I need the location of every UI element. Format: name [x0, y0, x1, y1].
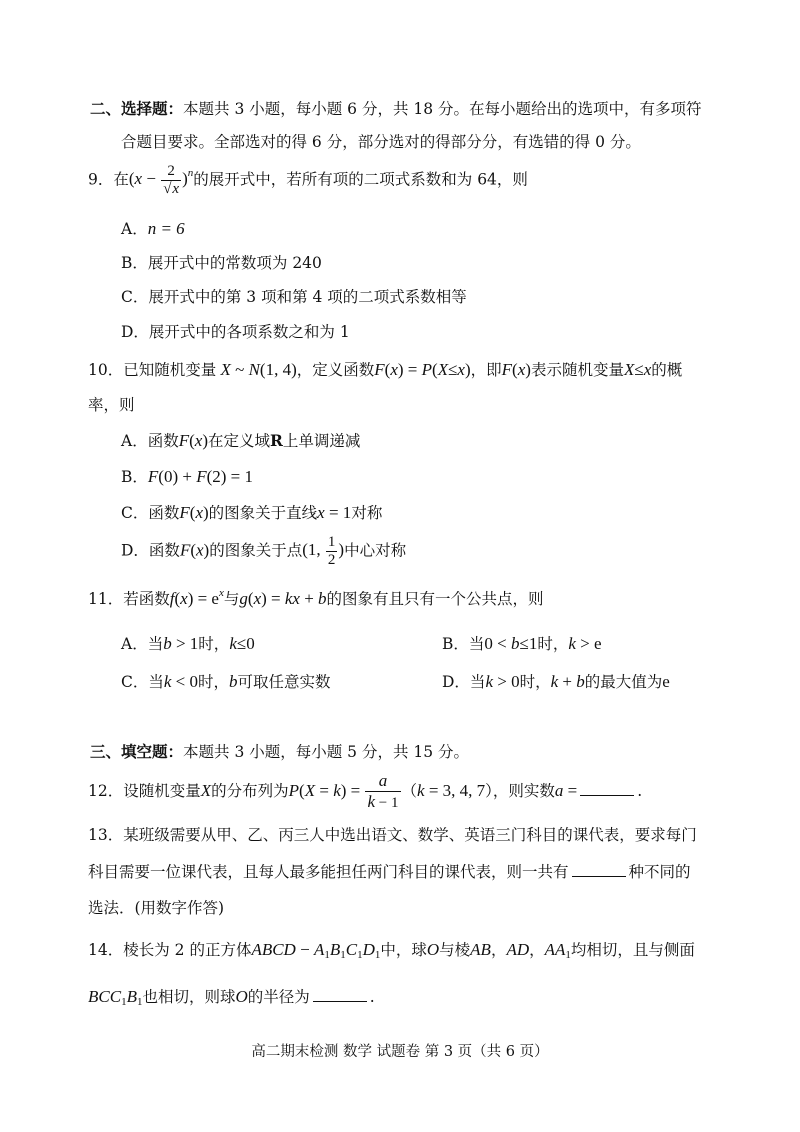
q11-c-cond: k < 0 — [163, 672, 199, 691]
q14-face: $BCC_1B_1$ — [88, 987, 143, 1008]
q14-text6: 均相切，且与侧面 — [570, 941, 695, 959]
q10-b-label: B． — [121, 468, 148, 486]
q10-a-end: 上单调递减 — [282, 432, 361, 450]
q11-a-res: k≤0 — [229, 634, 255, 653]
q14-line1 — [88, 940, 695, 962]
q14-O1: O — [426, 940, 440, 959]
q10-d-point: (1, $\frac{1}{2}$ ) — [302, 534, 345, 568]
q12-text3: （ — [401, 781, 418, 800]
q10-d-pre: D．函数 — [121, 541, 180, 560]
page-footer: 高二期末检测 数学 试题卷 第 3 页（共 6 页） — [251, 1044, 549, 1060]
q12-a: a = — [554, 780, 578, 800]
q10-a-R: R — [270, 431, 283, 450]
q10-fx: F(x) — [501, 360, 531, 379]
q10-stem-line1 — [88, 360, 682, 380]
q13-line2b: 种不同的 — [628, 863, 691, 881]
q14-answer-blank — [313, 989, 367, 1002]
q14-text5: ， — [529, 941, 545, 959]
q14-cube: ABCD − $A_1B_1C_1D_1$ — [251, 940, 381, 961]
q11-a-mid: 时， — [198, 635, 230, 653]
q11-f: $f(x) = e^x$ — [169, 587, 224, 608]
q11-text2: 与 — [223, 590, 240, 608]
q12-answer-blank — [580, 783, 634, 796]
q10-c-mid: 的图象关于直线 — [208, 504, 318, 522]
q12-text1: 12．设随机变量 — [88, 781, 201, 800]
q9-option-c: C．展开式中的第 3 项和第 4 项的二项式系数相等 — [121, 288, 467, 306]
q14-text1: 14．棱长为 2 的正方体 — [88, 941, 252, 959]
q11-c-b: b — [229, 672, 238, 691]
q11-d-e: e — [662, 672, 670, 691]
q9-option-a-text: n = 6 — [147, 219, 185, 238]
q12-dist: P(X = k) = $\frac{a}{k - 1}$ — [288, 771, 399, 811]
q12-k: k = 3, 4, 7 — [417, 780, 486, 800]
q14-text2: 中，球 — [380, 941, 427, 959]
q13-answer-blank — [572, 864, 626, 877]
q11-a-cond: b > 1 — [163, 634, 199, 653]
q11-stem — [88, 587, 544, 609]
q11-b-res: k > e — [568, 634, 602, 653]
q10-d-end: 中心对称 — [344, 541, 407, 560]
q10-option-b — [121, 467, 253, 487]
q13-line2a: 科目需要一位课代表，且每人最多能担任两门科目的课代表，则一共有 — [88, 863, 569, 881]
q11-d-cond: k > 0 — [485, 672, 520, 691]
q11-g: g(x) = kx + b — [239, 589, 327, 608]
q10-text5: 的概 — [651, 361, 683, 379]
q14-text8: 的半径为 — [247, 988, 310, 1006]
q11-option-b — [442, 634, 602, 654]
q9-number: 9．在 — [88, 170, 129, 189]
q11-c-pre: C．当 — [121, 673, 164, 691]
q13-line1: 13．某班级需要从甲、乙、丙三人中选出语文、数学、英语三门科目的课代表，要求每门 — [88, 826, 697, 844]
q9-option-d: D．展开式中的各项系数之和为 1 — [121, 323, 350, 341]
q11-c-mid: 时， — [198, 673, 230, 691]
q11-text3: 的图象有且只有一个公共点，则 — [326, 590, 544, 608]
q11-d-pre: D．当 — [442, 673, 486, 691]
q10-text2: ，定义函数 — [296, 361, 375, 379]
q10-c-pre: C．函数 — [121, 504, 180, 522]
q10-option-d — [121, 534, 406, 572]
q11-b-pre: B．当 — [442, 635, 485, 653]
q11-b-mid: 时， — [537, 635, 569, 653]
q10-xle: X≤x — [623, 360, 652, 379]
q10-b-expr: F(0) + F(2) = 1 — [147, 467, 254, 486]
q12-stem — [88, 772, 642, 812]
q10-c-fx: F(x) — [179, 503, 209, 522]
q14-line2 — [88, 987, 375, 1009]
q10-text3: ，即 — [470, 361, 502, 379]
q9-rest: 的展开式中，若所有项的二项式系数和为 64，则 — [193, 170, 528, 189]
q10-dist: X ~ N(1, 4) — [220, 360, 297, 379]
section2-line1 — [90, 100, 702, 119]
q14-O2: O — [235, 987, 248, 1006]
q12-X: X — [200, 780, 212, 800]
q14-AA1: $AA_1$ — [544, 940, 571, 961]
q9-expr: (x − $\frac{2}{√x}$ )$^n$ — [128, 163, 194, 197]
q10-a-pre: A．函数 — [121, 432, 179, 450]
q11-a-pre: A．当 — [121, 635, 164, 653]
section2-heading: 二、选择题： — [90, 99, 184, 118]
q14-text4: ， — [490, 941, 507, 959]
q10-option-a — [121, 431, 360, 451]
section3-heading: 三、填空题： — [90, 742, 184, 761]
q12-end: . — [637, 781, 643, 800]
q10-option-c — [121, 503, 382, 523]
q13-line3: 选法．(用数字作答) — [88, 899, 225, 917]
q10-d-mid: 的图象关于点 — [209, 541, 303, 560]
q11-option-c — [121, 672, 331, 692]
q9-stem — [88, 163, 528, 199]
q10-a-fx: F(x) — [178, 431, 208, 450]
q10-text4: 表示随机变量 — [530, 361, 624, 379]
q14-text3: 与棱 — [439, 941, 471, 959]
q11-b-cond: 0 < b≤1 — [484, 634, 538, 653]
q11-option-d — [442, 672, 670, 692]
q10-a-post: 在定义域 — [207, 432, 270, 450]
q12-text2: 的分布列为 — [211, 781, 289, 800]
q10-c-end: 对称 — [351, 504, 383, 522]
q11-c-end: 可取任意实数 — [237, 673, 331, 691]
q10-c-line: x = 1 — [317, 503, 352, 522]
q13-line2 — [88, 863, 691, 882]
q12-text4: ），则实数 — [485, 781, 555, 800]
section3-text: 本题共 3 小题，每小题 5 分，共 15 分。 — [183, 743, 470, 761]
q11-d-mid: 时， — [519, 673, 551, 691]
q11-option-a — [121, 634, 255, 654]
q10-def: F(x) = P(X≤x) — [374, 360, 471, 379]
q10-d-fx: F(x) — [179, 540, 210, 560]
q11-text1: 11．若函数 — [88, 590, 170, 608]
q14-AB: AB — [470, 940, 491, 959]
q9-option-a — [121, 219, 185, 239]
q11-d-sum: k + b — [550, 672, 585, 691]
section3-line — [90, 743, 469, 762]
q10-stem-line2: 率，则 — [88, 396, 135, 414]
section2-text1: 本题共 3 小题，每小题 6 分，共 18 分。在每小题给出的选项中，有多项符 — [183, 100, 702, 118]
q14-AD: AD — [506, 940, 530, 959]
q14-text7: 也相切，则球 — [142, 988, 236, 1006]
q9-option-b: B．展开式中的常数项为 240 — [121, 254, 322, 272]
q10-text1: 10．已知随机变量 — [88, 361, 217, 379]
section2-line2: 合题目要求。全部选对的得 6 分，部分选对的得部分分，有选错的得 0 分。 — [121, 133, 641, 151]
q14-end: . — [369, 988, 375, 1006]
q9-option-a-label: A． — [121, 220, 148, 238]
q11-d-end: 的最大值为 — [584, 673, 663, 691]
